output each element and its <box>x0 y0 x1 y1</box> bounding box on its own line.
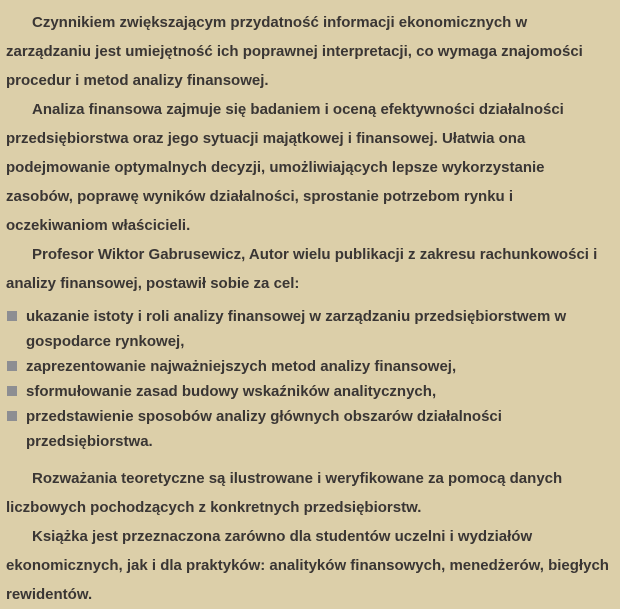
paragraph-financial-analysis: Analiza finansowa zajmuje się badaniem i oceną efektywności działalności przedsiębiorstwa oraz jego sytuacji majątkowej i finansowej. Ułatwia ona podejmowanie optymalnych decyzji, umożliwiających lepsze wykorzystanie zasobów, poprawę wyników działalności, sprostanie potrzebom rynku i oczekiwaniom właścicieli. <box>6 101 564 234</box>
goal-text: przedstawienie sposobów analizy głównych obszarów działalności przedsiębiorstwa. <box>26 408 502 450</box>
paragraph-author-goal: Profesor Wiktor Gabrusewicz, Autor wielu publikacji z zakresu rachunkowości i analizy finansowej, postawił sobie za cel: <box>6 246 598 292</box>
square-bullet-icon <box>7 361 17 371</box>
goal-text: sformułowanie zasad budowy wskaźników analitycznych, <box>26 383 437 400</box>
goal-item <box>6 404 614 454</box>
goal-text: ukazanie istoty i roli analizy finansowej w zarządzaniu przedsiębiorstwem w gospodarce rynkowej, <box>26 308 567 350</box>
paragraph-illustrated-data: Rozważania teoretyczne są ilustrowane i weryfikowane za pomocą danych liczbowych pochodzących z konkretnych przedsiębiorstw. <box>6 470 563 516</box>
section-gap <box>6 454 614 464</box>
goal-item <box>6 304 614 354</box>
goal-item <box>6 379 614 404</box>
goal-item <box>6 354 614 379</box>
paragraph-audience: Książka jest przeznaczona zarówno dla studentów uczelni i wydziałów ekonomicznych, jak i dla praktyków: analityków finansowych, menedżerów, biegłych rewidentów. <box>6 528 609 603</box>
square-bullet-icon <box>7 386 17 396</box>
square-bullet-icon <box>7 411 17 421</box>
paragraph-intro: Czynnikiem zwiększającym przydatność informacji ekonomicznych w zarządzaniu jest umiejętność ich poprawnej interpretacji, co wymaga znajomości procedur i metod analizy finansowej. <box>6 14 583 89</box>
goals-list <box>6 304 614 454</box>
square-bullet-icon <box>7 311 17 321</box>
goal-text: zaprezentowanie najważniejszych metod analizy finansowej, <box>26 358 457 375</box>
